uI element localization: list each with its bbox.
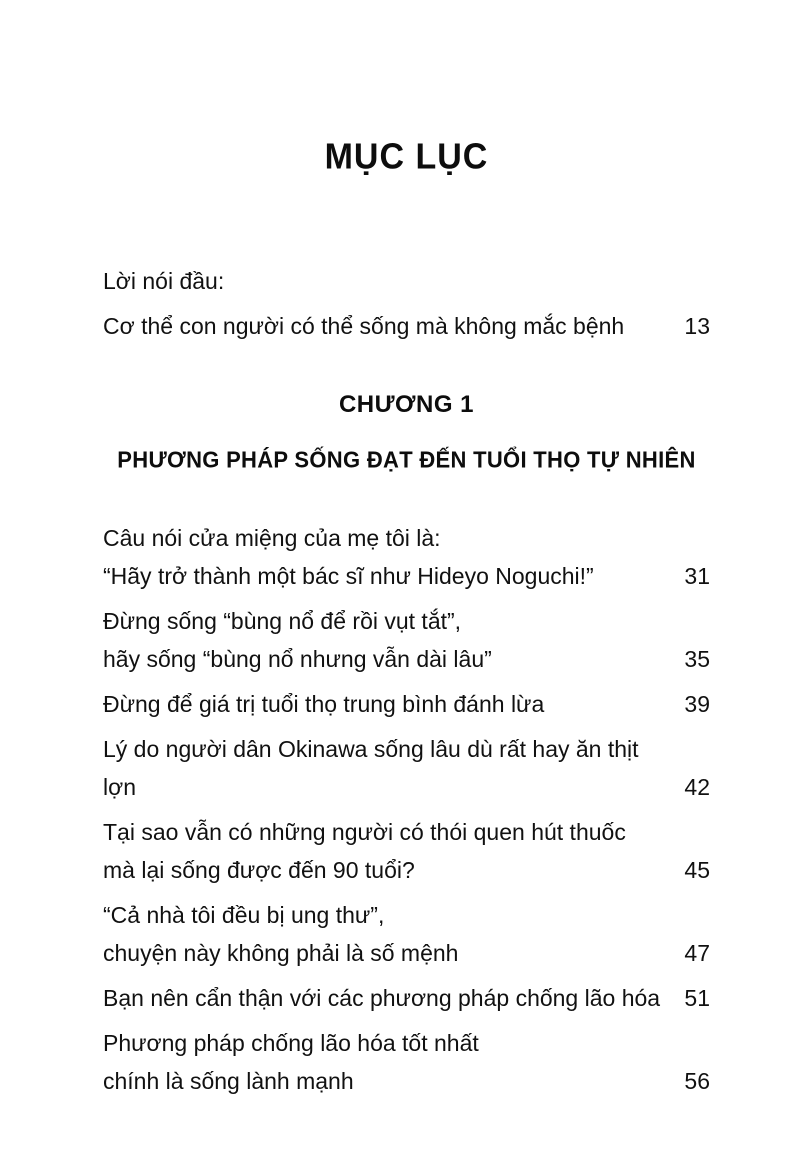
entry-title-line: Phương pháp chống lão hóa tốt nhất bbox=[103, 1030, 479, 1056]
entry-title-line: Tại sao vẫn có những người có thói quen hút thuốc bbox=[103, 819, 626, 845]
entry-lines bbox=[103, 813, 684, 889]
foreword-label: Lời nói đầu: bbox=[103, 268, 225, 294]
entry-title-line: Đừng sống “bùng nổ để rồi vụt tắt”, bbox=[103, 608, 462, 634]
toc-entry bbox=[103, 685, 710, 723]
entry-lines bbox=[103, 602, 684, 678]
entry-title-line: “Hãy trở thành một bác sĩ như Hideyo Noguchi!” bbox=[103, 563, 594, 589]
entry-lines bbox=[103, 1024, 684, 1100]
toc-entry bbox=[103, 813, 710, 889]
foreword-row bbox=[103, 307, 710, 345]
page-title: MỤC LỤC bbox=[324, 137, 489, 177]
toc-entry bbox=[103, 979, 710, 1017]
entry-page-number: 35 bbox=[684, 646, 710, 672]
entry-page-number: 39 bbox=[684, 691, 710, 717]
entry-lines bbox=[103, 979, 684, 1017]
foreword-section bbox=[103, 263, 710, 345]
toc-content bbox=[103, 138, 710, 1100]
entry-lines bbox=[103, 685, 684, 723]
entry-title-line: Bạn nên cẩn thận với các phương pháp chống lão hóa bbox=[103, 985, 661, 1011]
entry-title-line: Câu nói cửa miệng của mẹ tôi là: bbox=[103, 525, 441, 551]
entry-page-number: 42 bbox=[684, 774, 710, 800]
entry-title-line: mà lại sống được đến 90 tuổi? bbox=[103, 857, 415, 883]
entry-lines bbox=[103, 730, 684, 806]
entry-title-line: chính là sống lành mạnh bbox=[103, 1068, 354, 1094]
entry-page-number: 56 bbox=[684, 1068, 710, 1094]
toc-entry bbox=[103, 602, 710, 678]
entry-title-line: Đừng để giá trị tuổi thọ trung bình đánh lừa bbox=[103, 691, 545, 717]
entry-lines bbox=[103, 896, 684, 972]
foreword-page-number: 13 bbox=[684, 313, 710, 339]
entry-page-number: 45 bbox=[684, 857, 710, 883]
entry-title-line: Lý do người dân Okinawa sống lâu dù rất hay ăn thịt lợn bbox=[103, 736, 639, 800]
entry-page-number: 51 bbox=[684, 985, 710, 1011]
entry-page-number: 31 bbox=[684, 563, 710, 589]
toc-entry bbox=[103, 519, 710, 595]
entry-title-line: “Cả nhà tôi đều bị ung thư”, bbox=[103, 902, 385, 928]
toc-entry bbox=[103, 1024, 710, 1100]
chapter-number-heading: CHƯƠNG 1 bbox=[338, 391, 475, 418]
toc-entry bbox=[103, 730, 710, 806]
toc-entries bbox=[103, 519, 710, 1100]
toc-entry bbox=[103, 896, 710, 972]
entry-lines bbox=[103, 519, 684, 595]
foreword-title: Cơ thể con người có thể sống mà không mắc bệnh bbox=[103, 313, 625, 339]
entry-title-line: hãy sống “bùng nổ nhưng vẫn dài lâu” bbox=[103, 646, 492, 672]
entry-page-number: 47 bbox=[684, 940, 710, 966]
chapter-title-heading: PHƯƠNG PHÁP SỐNG ĐẠT ĐẾN TUỔI THỌ TỰ NHIÊN bbox=[117, 446, 696, 473]
entry-title-line: chuyện này không phải là số mệnh bbox=[103, 940, 459, 966]
